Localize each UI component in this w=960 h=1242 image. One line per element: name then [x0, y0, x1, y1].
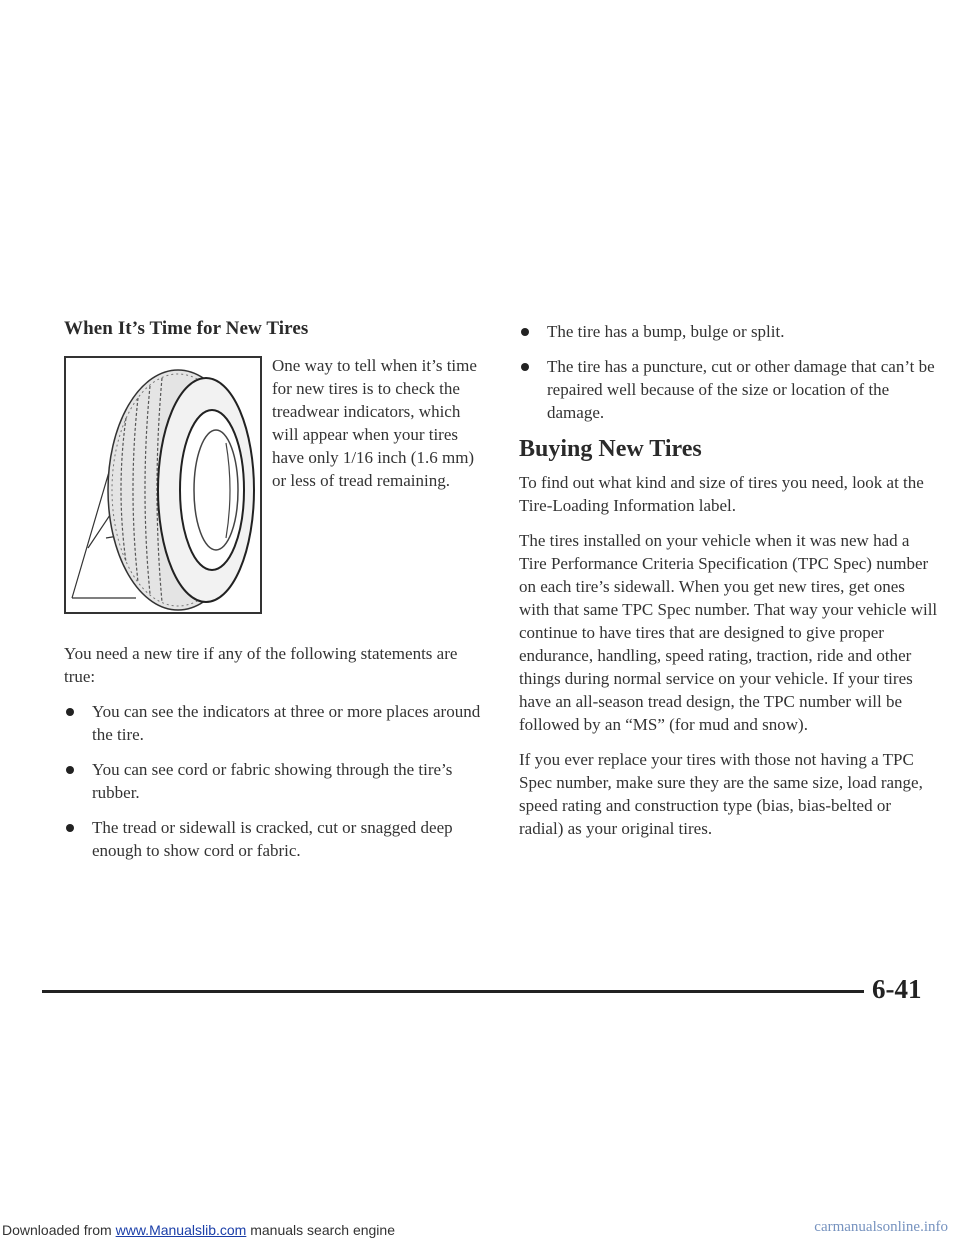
tire-treadwear-icon	[66, 358, 260, 612]
bullet-list-right	[519, 320, 939, 424]
bullet-icon	[521, 328, 529, 336]
lead-paragraph: You need a new tire if any of the following statements are true:	[64, 644, 458, 686]
right-column	[519, 318, 939, 852]
left-column	[64, 318, 484, 874]
bullet-icon	[66, 708, 74, 716]
bullet-icon	[521, 363, 529, 371]
body-paragraph: The tires installed on your vehicle when it was new had a Tire Performance Criteria Specification (TPC Spec) number on each tire’s sidewall. When you get new tires, get ones with that same TPC Spec number. That way your vehicle will continue to have tires that are designed to give proper endurance, handling, speed rating, traction, ride and other things during normal service on your vehicle. If your tires have an all-season tread design, the TPC number will be followed by an “MS” (for mud and snow).	[519, 531, 938, 734]
page-number: 6-41	[872, 974, 922, 1004]
list-item: The tire has a puncture, cut or other damage that can’t be repaired well because of the size or location of the damage.	[519, 355, 939, 424]
manualslib-link[interactable]: www.Manualslib.com	[115, 1222, 247, 1238]
watermark-logo: carmanualsonline.info	[814, 1219, 948, 1235]
tire-illustration	[64, 356, 262, 614]
body-paragraph: If you ever replace your tires with those not having a TPC Spec number, make sure they are the same size, load range, speed rating and construction type (bias, bias-belted or radial) as your original tires.	[519, 750, 923, 838]
section-heading-buying-tires: Buying New Tires	[519, 436, 702, 462]
list-item: The tread or sidewall is cracked, cut or snagged deep enough to show cord or fabric.	[64, 816, 484, 862]
list-item: The tire has a bump, bulge or split.	[519, 320, 939, 343]
intro-block	[64, 356, 484, 614]
list-item: You can see cord or fabric showing through the tire’s rubber.	[64, 758, 484, 804]
footer-rule	[42, 990, 864, 993]
section-heading-new-tires: When It’s Time for New Tires	[64, 318, 309, 339]
bullet-icon	[66, 766, 74, 774]
intro-paragraph: One way to tell when it’s time for new tires is to check the treadwear indicators, which will appear when your tires have only 1/16 inch (1.6 mm) or less of tread remaining.	[272, 356, 477, 490]
list-item: You can see the indicators at three or more places around the tire.	[64, 700, 484, 746]
bullet-icon	[66, 824, 74, 832]
body-paragraph: To find out what kind and size of tires you need, look at the Tire-Loading Information label.	[519, 473, 924, 515]
bullet-list-left	[64, 700, 484, 862]
download-banner: Downloaded from www.Manualslib.com manuals search engine	[2, 1222, 395, 1238]
